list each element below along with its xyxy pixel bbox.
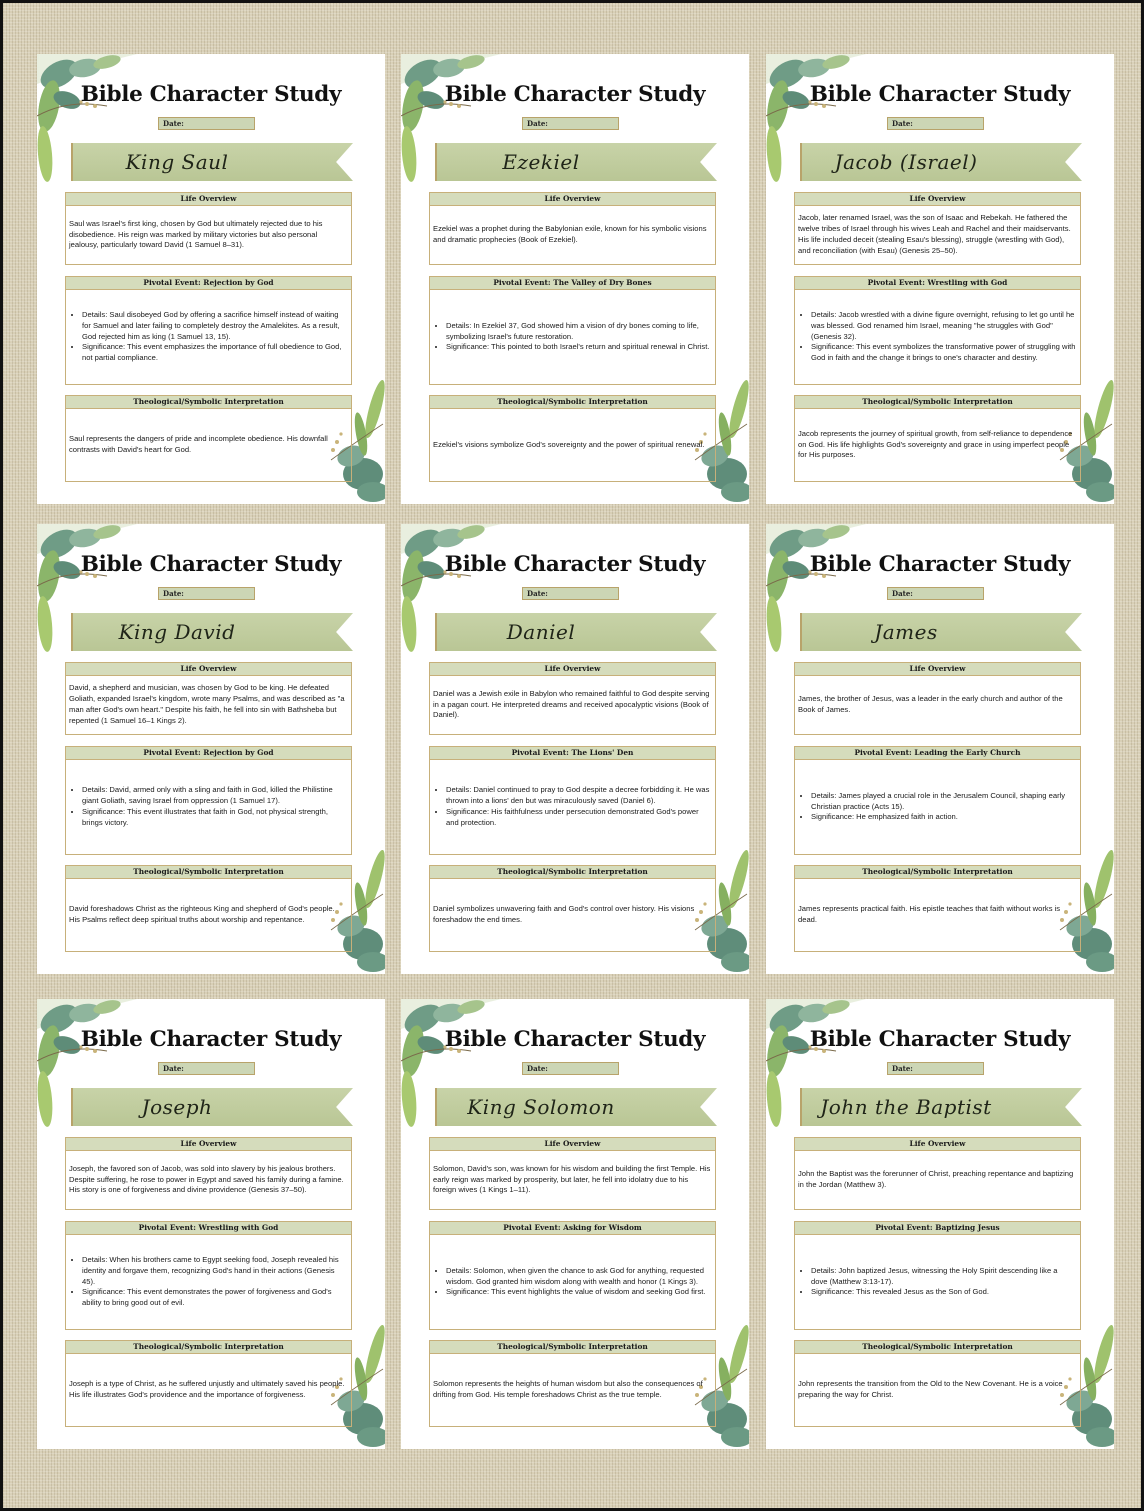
interpretation-heading: Theological/Symbolic Interpretation xyxy=(429,865,716,879)
character-card xyxy=(37,54,385,504)
page-title: Bible Character Study xyxy=(809,1027,1071,1052)
interpretation-text: David foreshadows Christ as the righteous King and shepherd of God's people. His Psalms reflect deep spiritual truths about worship and repentance. xyxy=(65,879,352,952)
character-card xyxy=(37,524,385,974)
pivotal-event-heading: Pivotal Event: Leading the Early Church xyxy=(794,746,1081,760)
date-field[interactable]: Date: xyxy=(158,117,255,130)
date-field[interactable]: Date: xyxy=(887,1062,984,1075)
details-item: • Details: Jacob wrestled with a divine figure overnight, refusing to let go until he was blessed. God renamed him Israel, meaning "he struggles with God" (Genesis 32). xyxy=(811,310,1076,342)
significance-item: • Significance: This event symbolizes the transformative power of struggling with God in faith and the change it brings to one's character and destiny. xyxy=(811,342,1076,364)
significance-item: • Significance: This pointed to both Israel's return and spiritual renewal in Christ. xyxy=(446,342,711,353)
details-item: • Details: When his brothers came to Egypt seeking food, Joseph revealed his identity and forgave them, recognizing God's hand in their actions (Genesis 45). xyxy=(82,1255,347,1287)
interpretation-heading: Theological/Symbolic Interpretation xyxy=(794,865,1081,879)
page-title: Bible Character Study xyxy=(809,552,1071,577)
life-overview-heading: Life Overview xyxy=(794,1137,1081,1151)
life-overview-text: Ezekiel was a prophet during the Babylonian exile, known for his symbolic visions and dramatic prophecies (Book of Ezekiel). xyxy=(429,206,716,265)
eucalyptus-leaves-icon xyxy=(401,54,501,204)
interpretation-text: James represents practical faith. His epistle teaches that faith without works is dead. xyxy=(794,879,1081,952)
life-overview-text: James, the brother of Jesus, was a leader in the early church and author of the Book of James. xyxy=(794,676,1081,735)
interpretation-heading: Theological/Symbolic Interpretation xyxy=(429,1340,716,1354)
life-overview-heading: Life Overview xyxy=(429,1137,716,1151)
pivotal-event-heading: Pivotal Event: The Valley of Dry Bones xyxy=(429,276,716,290)
eucalyptus-leaves-icon xyxy=(401,999,501,1149)
significance-item: • Significance: This event illustrates that faith in God, not physical strength, brings victory. xyxy=(82,807,347,829)
character-card xyxy=(766,524,1114,974)
interpretation-heading: Theological/Symbolic Interpretation xyxy=(65,1340,352,1354)
significance-item: • Significance: This revealed Jesus as the Son of God. xyxy=(811,1287,1076,1298)
page-title: Bible Character Study xyxy=(80,552,342,577)
character-name: Jacob (Israel) xyxy=(834,150,978,174)
date-field[interactable]: Date: xyxy=(887,587,984,600)
life-overview-text: Saul was Israel's first king, chosen by God but ultimately rejected due to his disobedience. His reign was marked by military victories but also personal jealousy, particularly toward David (1 Samuel 8–31). xyxy=(65,206,352,265)
date-field[interactable]: Date: xyxy=(158,1062,255,1075)
significance-item: • Significance: This event emphasizes the importance of full obedience to God, not partial compliance. xyxy=(82,342,347,364)
character-name: Ezekiel xyxy=(502,150,580,174)
details-item: • Details: Solomon, when given the chance to ask God for anything, requested wisdom. God granted him wisdom along with wealth and honor (1 Kings 3). xyxy=(446,1266,711,1288)
interpretation-text: Solomon represents the heights of human wisdom but also the consequences of drifting from God. His temple foreshadows Christ as the true temple. xyxy=(429,1354,716,1427)
interpretation-heading: Theological/Symbolic Interpretation xyxy=(794,1340,1081,1354)
life-overview-heading: Life Overview xyxy=(65,1137,352,1151)
pivotal-event-box xyxy=(65,290,352,385)
character-card xyxy=(37,999,385,1449)
pivotal-event-box xyxy=(429,1235,716,1330)
pivotal-event-heading: Pivotal Event: Rejection by God xyxy=(65,746,352,760)
significance-item: • Significance: His faithfulness under persecution demonstrated God's power and protection. xyxy=(446,807,711,829)
life-overview-text: Solomon, David's son, was known for his wisdom and building the first Temple. His early reign was marked by prosperity, but later, he fell into idolatry due to his foreign wives (1 Kings 1–11). xyxy=(429,1151,716,1210)
character-name: King David xyxy=(118,620,236,644)
pivotal-event-box xyxy=(794,290,1081,385)
character-name: Daniel xyxy=(506,620,576,644)
eucalyptus-leaves-icon xyxy=(37,999,137,1149)
eucalyptus-leaves-icon xyxy=(401,524,501,674)
details-item: • Details: Saul disobeyed God by offering a sacrifice himself instead of waiting for Samuel and later failing to completely destroy the Amalekites. As a result, God rejected him as king (1 Samuel 13, 15). xyxy=(82,310,347,342)
character-name: King Solomon xyxy=(467,1095,615,1119)
character-card xyxy=(766,54,1114,504)
eucalyptus-leaves-icon xyxy=(37,524,137,674)
interpretation-text: Joseph is a type of Christ, as he suffered unjustly and ultimately saved his people. His life illustrates God's providence and the importance of forgiveness. xyxy=(65,1354,352,1427)
life-overview-heading: Life Overview xyxy=(794,192,1081,206)
eucalyptus-leaves-icon xyxy=(766,524,866,674)
interpretation-text: Saul represents the dangers of pride and incomplete obedience. His downfall contrasts with David's heart for God. xyxy=(65,409,352,482)
character-card xyxy=(766,999,1114,1449)
interpretation-heading: Theological/Symbolic Interpretation xyxy=(65,865,352,879)
page-title: Bible Character Study xyxy=(80,82,342,107)
date-field[interactable]: Date: xyxy=(887,117,984,130)
character-card xyxy=(401,524,749,974)
character-name: King Saul xyxy=(125,150,229,174)
details-item: • Details: David, armed only with a sling and faith in God, killed the Philistine giant Goliath, saving Israel from oppression (1 Samuel 17). xyxy=(82,785,347,807)
date-field[interactable]: Date: xyxy=(522,1062,619,1075)
pivotal-event-heading: Pivotal Event: Wrestling with God xyxy=(65,1221,352,1235)
details-item: • Details: In Ezekiel 37, God showed him a vision of dry bones coming to life, symbolizing Israel's future restoration. xyxy=(446,321,711,343)
eucalyptus-leaves-icon xyxy=(37,54,137,204)
date-field[interactable]: Date: xyxy=(158,587,255,600)
pivotal-event-heading: Pivotal Event: The Lions' Den xyxy=(429,746,716,760)
character-name: James xyxy=(874,620,938,644)
interpretation-heading: Theological/Symbolic Interpretation xyxy=(65,395,352,409)
life-overview-text: David, a shepherd and musician, was chosen by God to be king. He defeated Goliath, expanded Israel's kingdom, wrote many Psalms, and was described as "a man after God's own heart." Despite his faith, he fell into sin with Bathsheba but repented (1 Samuel 16–1 Kings 2). xyxy=(65,676,352,735)
interpretation-text: Ezekiel's visions symbolize God's sovereignty and the power of spiritual renewal. xyxy=(429,409,716,482)
pivotal-event-box xyxy=(65,760,352,855)
life-overview-heading: Life Overview xyxy=(65,662,352,676)
pivotal-event-box xyxy=(429,760,716,855)
life-overview-heading: Life Overview xyxy=(65,192,352,206)
life-overview-text: John the Baptist was the forerunner of Christ, preaching repentance and baptizing in the Jordan (Matthew 3). xyxy=(794,1151,1081,1210)
life-overview-heading: Life Overview xyxy=(429,192,716,206)
date-field[interactable]: Date: xyxy=(522,117,619,130)
page-title: Bible Character Study xyxy=(809,82,1071,107)
eucalyptus-leaves-icon xyxy=(766,999,866,1149)
character-card xyxy=(401,999,749,1449)
pivotal-event-box xyxy=(429,290,716,385)
pivotal-event-box xyxy=(65,1235,352,1330)
eucalyptus-leaves-icon xyxy=(766,54,866,204)
significance-item: • Significance: This event demonstrates the power of forgiveness and God's ability to bring good out of evil. xyxy=(82,1287,347,1309)
character-name: John the Baptist xyxy=(820,1095,992,1119)
life-overview-text: Joseph, the favored son of Jacob, was sold into slavery by his jealous brothers. Despite suffering, he rose to power in Egypt and saved his family during a famine. His story is one of forgiveness and divine providence (Genesis 37–50). xyxy=(65,1151,352,1210)
interpretation-text: Jacob represents the journey of spiritual growth, from self-reliance to dependence on God. His life highlights God's sovereignty and grace in using imperfect people for His purposes. xyxy=(794,409,1081,482)
character-name: Joseph xyxy=(141,1095,213,1119)
interpretation-text: John represents the transition from the Old to the New Covenant. He is a voice preparing the way for Christ. xyxy=(794,1354,1081,1427)
page-title: Bible Character Study xyxy=(444,82,706,107)
significance-item: • Significance: This event highlights the value of wisdom and seeking God first. xyxy=(446,1287,711,1298)
page-title: Bible Character Study xyxy=(444,1027,706,1052)
details-item: • Details: James played a crucial role in the Jerusalem Council, shaping early Christian practice (Acts 15). xyxy=(811,791,1076,813)
interpretation-heading: Theological/Symbolic Interpretation xyxy=(429,395,716,409)
pivotal-event-box xyxy=(794,1235,1081,1330)
character-card xyxy=(401,54,749,504)
life-overview-text: Daniel was a Jewish exile in Babylon who remained faithful to God despite serving in a pagan court. He interpreted dreams and received apocalyptic visions (Book of Daniel). xyxy=(429,676,716,735)
interpretation-text: Daniel symbolizes unwavering faith and God's control over history. His visions foreshadow the end times. xyxy=(429,879,716,952)
life-overview-heading: Life Overview xyxy=(429,662,716,676)
details-item: • Details: Daniel continued to pray to God despite a decree forbidding it. He was thrown into a lions' den but was miraculously saved (Daniel 6). xyxy=(446,785,711,807)
page-title: Bible Character Study xyxy=(444,552,706,577)
life-overview-text: Jacob, later renamed Israel, was the son of Isaac and Rebekah. He fathered the twelve tribes of Israel through his wives Leah and Rachel and their maidservants. His life included deceit (stealing Esau's blessing), struggle (wrestling with God), and reconciliation (with Esau) (Genesis 25–50). xyxy=(794,206,1081,265)
pivotal-event-heading: Pivotal Event: Asking for Wisdom xyxy=(429,1221,716,1235)
pivotal-event-box xyxy=(794,760,1081,855)
page-title: Bible Character Study xyxy=(80,1027,342,1052)
details-item: • Details: John baptized Jesus, witnessing the Holy Spirit descending like a dove (Matthew 3:13-17). xyxy=(811,1266,1076,1288)
pivotal-event-heading: Pivotal Event: Wrestling with God xyxy=(794,276,1081,290)
date-field[interactable]: Date: xyxy=(522,587,619,600)
interpretation-heading: Theological/Symbolic Interpretation xyxy=(794,395,1081,409)
life-overview-heading: Life Overview xyxy=(794,662,1081,676)
pivotal-event-heading: Pivotal Event: Baptizing Jesus xyxy=(794,1221,1081,1235)
significance-item: • Significance: He emphasized faith in action. xyxy=(811,812,1076,823)
pivotal-event-heading: Pivotal Event: Rejection by God xyxy=(65,276,352,290)
